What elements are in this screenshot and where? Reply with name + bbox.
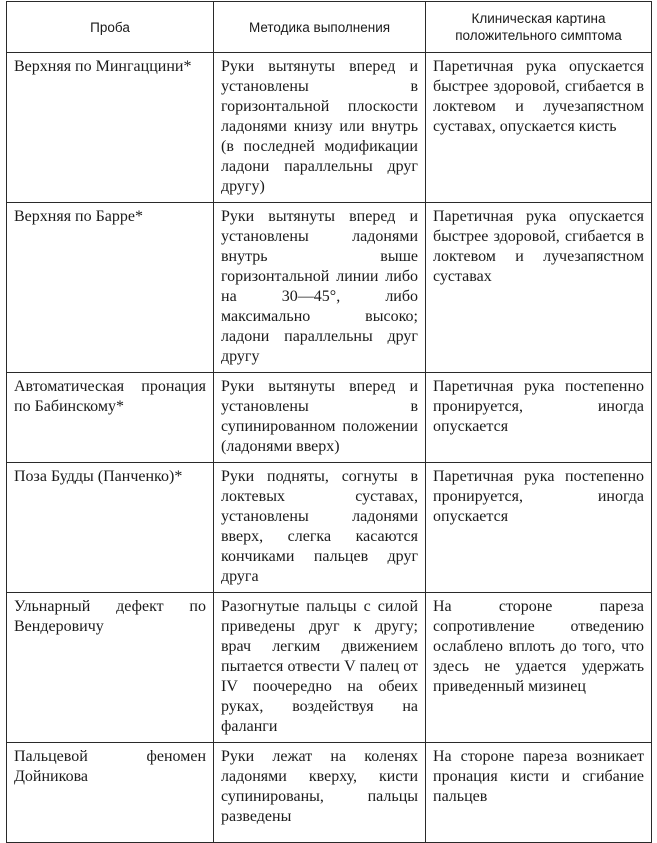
cell-clinical-picture: Паретичная рука опускается быстрее здоровой, сгибается в локтевом и лучезапястном суставах: [426, 203, 652, 373]
cell-test: Верхняя по Мингаццини*: [7, 53, 214, 203]
cell-method: Руки лежат на коленях ладонями кверху, кисти супинированы, пальцы разведены: [214, 743, 426, 843]
table-header: [7, 2, 652, 53]
cell-method: Разогнутые пальцы с силой приведены друг к другу; врач легким движением пытается отвести V палец от IV поочередно на обеих руках, воздействуя на фаланги: [214, 593, 426, 743]
cell-method: Руки подняты, согнуты в локтевых суставах, установлены ладонями вверх, слегка касаются кончиками пальцев друг друга: [214, 463, 426, 593]
table-row: [7, 463, 652, 593]
cell-test: Поза Будды (Панченко)*: [7, 463, 214, 593]
cell-method: Руки вытянуты вперед и установлены в горизонтальной плоскости ладонями книзу или внутрь (в последней модификации ладони параллельны друг другу): [214, 53, 426, 203]
cell-clinical-picture: Паретичная рука опускается быстрее здоровой, сгибается в локтевом и лучезапястном суставах, опускается кисть: [426, 53, 652, 203]
cell-method: Руки вытянуты вперед и установлены в супинированном положении (ладонями вверх): [214, 373, 426, 463]
cell-test: Автоматическая пронация по Бабинскому*: [7, 373, 214, 463]
table-row: [7, 53, 652, 203]
header-test: Проба: [7, 2, 214, 53]
clinical-tests-table: [6, 1, 652, 843]
cell-test: Пальцевой феномен Дойникова: [7, 743, 214, 843]
header-row: [7, 2, 652, 53]
cell-test: Ульнарный дефект по Вендеровичу: [7, 593, 214, 743]
header-clinical-picture: [426, 2, 652, 53]
cell-method: Руки вытянуты вперед и установлены ладонями внутрь выше горизонтальной линии либо на 30—45°, либо максимально высоко; ладони параллельны друг другу: [214, 203, 426, 373]
table-row: [7, 593, 652, 743]
table-row: [7, 203, 652, 373]
table-row: [7, 373, 652, 463]
header-method: Методика выполнения: [214, 2, 426, 53]
cell-clinical-picture: Паретичная рука постепенно пронируется, иногда опускается: [426, 373, 652, 463]
cell-clinical-picture: На стороне пареза возникает пронация кисти и сгибание пальцев: [426, 743, 652, 843]
table-row: [7, 743, 652, 843]
cell-test: Верхняя по Барре*: [7, 203, 214, 373]
cell-clinical-picture: Паретичная рука постепенно пронируется, иногда опускается: [426, 463, 652, 593]
cell-clinical-picture: На стороне пареза сопротивление отведению ослаблено вплоть до того, что здесь не удается удержать приведенный мизинец: [426, 593, 652, 743]
header-clinical-picture-text: Клиническая картина положительного симптома: [455, 11, 622, 43]
